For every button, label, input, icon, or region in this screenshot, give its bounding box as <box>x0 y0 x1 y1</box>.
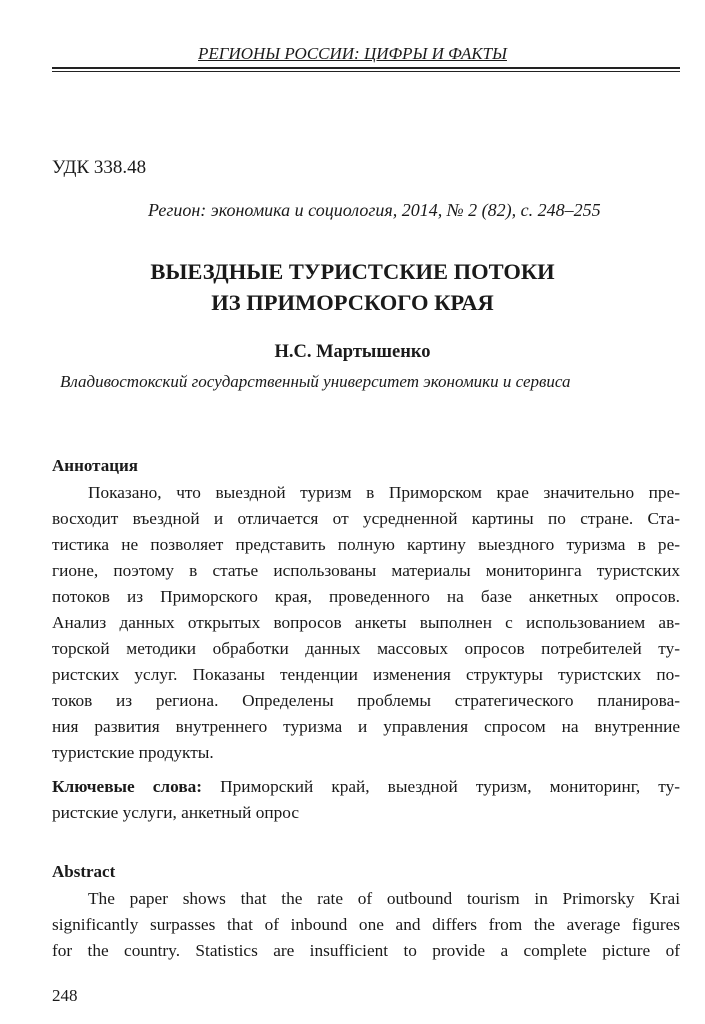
annotation-line: токов из региона. Определены проблемы стратегического планирова- <box>52 691 680 710</box>
annotation-line: туристские продукты. <box>52 743 214 762</box>
abstract-line: significantly surpasses that of inbound one and differs from the average figures <box>52 915 680 934</box>
keywords-line: ристские услуги, анкетный опрос <box>52 803 299 822</box>
title-line: ВЫЕЗДНЫЕ ТУРИСТСКИЕ ПОТОКИ <box>150 259 555 284</box>
annotation-line: Показано, что выездной туризм в Приморском крае значительно пре- <box>88 483 680 502</box>
annotation-line: торской методики обработки данных массовых опросов потребителей ту- <box>52 639 680 658</box>
article-body <box>52 454 680 964</box>
keywords-line <box>52 774 680 800</box>
annotation-heading: Аннотация <box>52 456 138 475</box>
running-head <box>0 44 705 64</box>
header-rule-top <box>52 67 680 69</box>
keywords <box>52 774 680 826</box>
annotation-line: потоков из Приморского края, проведенного на базе анкетных опросов. <box>52 587 680 606</box>
annotation-line: восходит въездной и отличается от усредненной картины по стране. Ста- <box>52 509 680 528</box>
abstract-line: The paper shows that the rate of outbound tourism in Primorsky Krai <box>88 889 680 908</box>
annotation-line: Анализ данных открытых вопросов анкеты выполнен с использованием ав- <box>52 613 680 632</box>
annotation-line: тистика не позволяет представить полную картину выездного туризма в ре- <box>52 535 680 554</box>
article-title <box>0 256 705 318</box>
abstract-text <box>52 886 680 964</box>
running-head-text: РЕГИОНЫ РОССИИ: ЦИФРЫ И ФАКТЫ <box>198 44 507 63</box>
affiliation: Владивостокский государственный университет экономики и сервиса <box>60 372 571 391</box>
annotation-line: гионе, поэтому в статье использованы материалы мониторинга туристских <box>52 561 680 580</box>
page-number: 248 <box>52 986 78 1005</box>
annotation-line: ристских услуг. Показаны тенденции изменения структуры туристских по- <box>52 665 680 684</box>
title-line: ИЗ ПРИМОРСКОГО КРАЯ <box>211 290 494 315</box>
udk-code: УДК 338.48 <box>52 157 147 178</box>
abstract-line: for the country. Statistics are insufficient to provide a complete picture of <box>52 941 680 960</box>
annotation-line: ния развития внутреннего туризма и управления спросом на внутренние <box>52 717 680 736</box>
citation: Регион: экономика и социология, 2014, № 2 (82), с. 248–255 <box>148 200 601 220</box>
author: Н.С. Мартышенко <box>274 342 431 362</box>
header-rule-bottom <box>52 71 680 72</box>
keywords-text: Приморский край, выездной туризм, мониторинг, ту- <box>202 777 681 796</box>
keywords-label: Ключевые слова: <box>52 777 203 796</box>
annotation-text <box>52 480 680 766</box>
abstract-heading: Abstract <box>52 862 116 881</box>
